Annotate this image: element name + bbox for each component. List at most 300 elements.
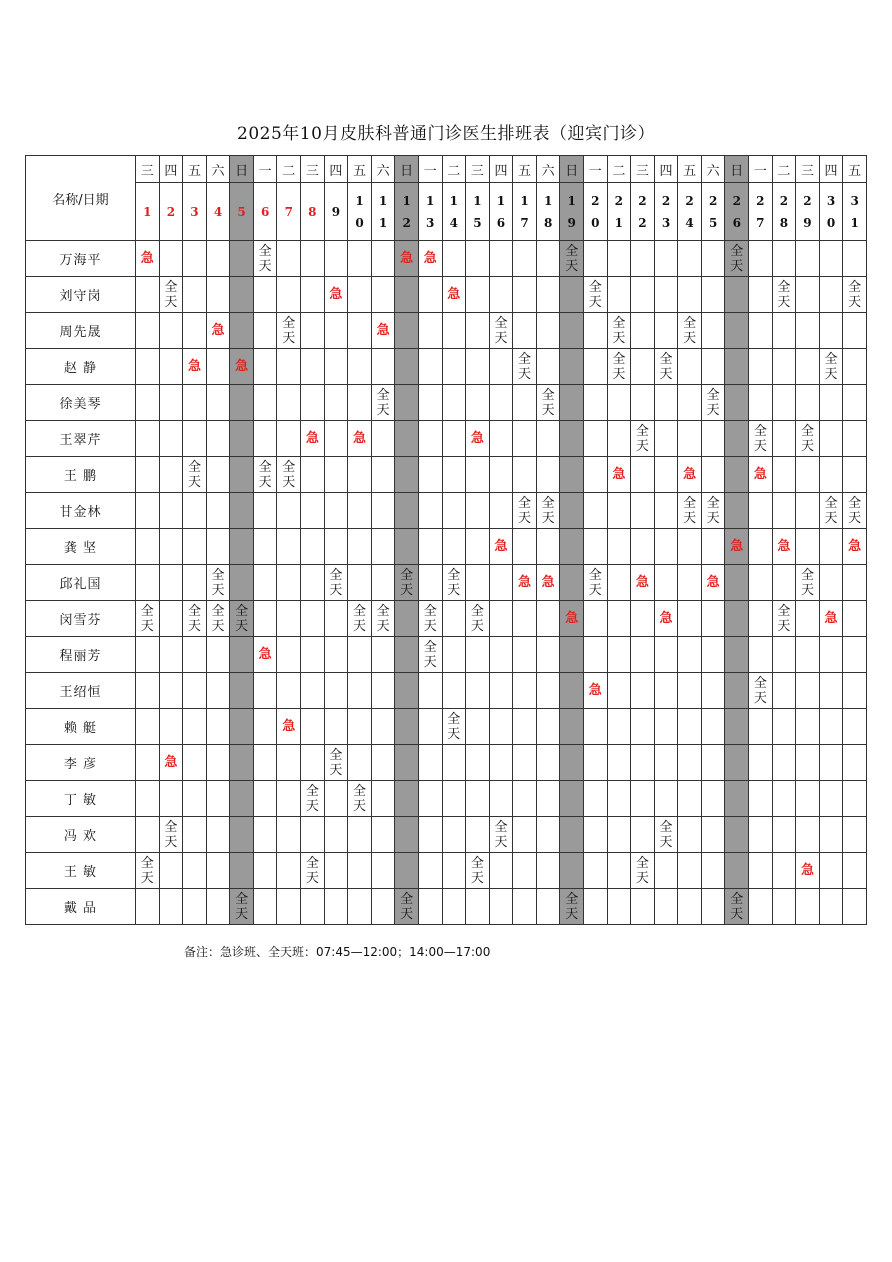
doctor-row	[26, 349, 867, 385]
shift-cell	[489, 709, 513, 745]
shift-cell	[843, 457, 867, 493]
full-day-shift: 全 天	[352, 783, 366, 814]
shift-cell	[843, 277, 867, 313]
shift-cell	[395, 493, 419, 529]
shift-cell	[395, 745, 419, 781]
shift-cell	[206, 781, 230, 817]
shift-cell	[159, 313, 183, 349]
shift-cell	[678, 637, 702, 673]
shift-cell	[277, 673, 301, 709]
shift-cell	[654, 421, 678, 457]
shift-cell	[418, 421, 442, 457]
shift-cell	[749, 781, 773, 817]
shift-cell	[371, 313, 395, 349]
weekday-9: 四	[324, 156, 348, 183]
full-day-shift: 全 天	[423, 603, 437, 634]
shift-cell	[418, 313, 442, 349]
shift-cell	[607, 277, 631, 313]
shift-cell	[395, 349, 419, 385]
shift-cell	[843, 241, 867, 277]
shift-cell	[678, 889, 702, 925]
shift-cell	[183, 241, 207, 277]
weekday-8: 三	[301, 156, 325, 183]
date-19: 1 9	[560, 183, 584, 241]
doctor-name: 邱礼国	[26, 565, 136, 601]
shift-cell	[136, 349, 160, 385]
shift-cell	[301, 385, 325, 421]
full-day-shift: 全 天	[352, 603, 366, 634]
shift-cell	[442, 565, 466, 601]
full-day-shift: 全 天	[140, 603, 154, 634]
full-day-shift: 全 天	[164, 819, 178, 850]
shift-cell	[466, 385, 490, 421]
shift-cell	[843, 529, 867, 565]
shift-cell	[324, 385, 348, 421]
shift-cell	[418, 565, 442, 601]
shift-cell	[772, 529, 796, 565]
shift-cell	[466, 241, 490, 277]
shift-cell	[348, 349, 372, 385]
emergency-shift: 急	[187, 359, 201, 374]
full-day-shift: 全 天	[494, 315, 508, 346]
shift-cell	[159, 745, 183, 781]
shift-cell	[301, 493, 325, 529]
shift-cell	[749, 709, 773, 745]
weekday-25: 六	[701, 156, 725, 183]
date-31: 3 1	[843, 183, 867, 241]
date-1: 1	[136, 183, 160, 241]
shift-cell	[725, 781, 749, 817]
shift-cell	[513, 241, 537, 277]
shift-cell	[819, 349, 843, 385]
weekday-24: 五	[678, 156, 702, 183]
shift-cell	[560, 565, 584, 601]
shift-cell	[206, 241, 230, 277]
shift-cell	[654, 889, 678, 925]
shift-cell	[631, 241, 655, 277]
doctor-row	[26, 277, 867, 313]
shift-cell	[301, 241, 325, 277]
shift-cell	[513, 853, 537, 889]
doctor-row	[26, 745, 867, 781]
full-day-shift: 全 天	[800, 567, 814, 598]
full-day-shift: 全 天	[423, 639, 437, 670]
shift-cell	[725, 889, 749, 925]
shift-cell	[183, 601, 207, 637]
shift-cell	[796, 529, 820, 565]
shift-cell	[536, 673, 560, 709]
shift-cell	[183, 889, 207, 925]
shift-cell	[253, 817, 277, 853]
shift-cell	[159, 601, 183, 637]
shift-cell	[442, 349, 466, 385]
shift-cell	[678, 709, 702, 745]
shift-cell	[819, 637, 843, 673]
shift-cell	[395, 385, 419, 421]
shift-cell	[324, 565, 348, 601]
shift-cell	[371, 493, 395, 529]
shift-cell	[843, 817, 867, 853]
shift-cell	[418, 673, 442, 709]
shift-cell	[796, 241, 820, 277]
shift-cell	[536, 349, 560, 385]
shift-cell	[442, 241, 466, 277]
shift-cell	[536, 781, 560, 817]
shift-cell	[301, 817, 325, 853]
full-day-shift: 全 天	[329, 567, 343, 598]
full-day-shift: 全 天	[706, 495, 720, 526]
shift-cell	[348, 241, 372, 277]
shift-cell	[749, 349, 773, 385]
shift-cell	[206, 889, 230, 925]
shift-cell	[230, 313, 254, 349]
full-day-shift: 全 天	[400, 567, 414, 598]
date-27: 2 7	[749, 183, 773, 241]
shift-cell	[631, 565, 655, 601]
shift-cell	[583, 745, 607, 781]
date-header-row	[26, 183, 867, 241]
shift-cell	[253, 889, 277, 925]
shift-cell	[725, 745, 749, 781]
doctor-row	[26, 385, 867, 421]
shift-cell	[277, 313, 301, 349]
shift-cell	[843, 493, 867, 529]
date-4: 4	[206, 183, 230, 241]
shift-cell	[513, 745, 537, 781]
shift-cell	[749, 745, 773, 781]
shift-cell	[631, 457, 655, 493]
shift-cell	[560, 889, 584, 925]
shift-cell	[183, 313, 207, 349]
shift-cell	[324, 601, 348, 637]
doctor-name: 王翠芹	[26, 421, 136, 457]
shift-cell	[136, 529, 160, 565]
full-day-shift: 全 天	[494, 819, 508, 850]
shift-cell	[230, 385, 254, 421]
date-18: 1 8	[536, 183, 560, 241]
weekday-14: 二	[442, 156, 466, 183]
doctor-name: 闵雪芬	[26, 601, 136, 637]
doctor-name: 赵 静	[26, 349, 136, 385]
shift-cell	[136, 601, 160, 637]
full-day-shift: 全 天	[187, 603, 201, 634]
shift-cell	[536, 493, 560, 529]
full-day-shift: 全 天	[187, 459, 201, 490]
shift-cell	[371, 745, 395, 781]
shift-cell	[371, 889, 395, 925]
shift-cell	[371, 637, 395, 673]
date-21: 2 1	[607, 183, 631, 241]
shift-cell	[843, 601, 867, 637]
shift-cell	[418, 853, 442, 889]
doctor-row	[26, 637, 867, 673]
full-day-shift: 全 天	[753, 675, 767, 706]
shift-cell	[371, 709, 395, 745]
shift-cell	[560, 781, 584, 817]
weekday-27: 一	[749, 156, 773, 183]
shift-cell	[560, 313, 584, 349]
shift-cell	[442, 709, 466, 745]
shift-cell	[348, 313, 372, 349]
shift-cell	[749, 241, 773, 277]
shift-cell	[395, 637, 419, 673]
full-day-shift: 全 天	[824, 351, 838, 382]
shift-cell	[230, 817, 254, 853]
full-day-shift: 全 天	[588, 567, 602, 598]
emergency-shift: 急	[211, 323, 225, 338]
shift-cell	[843, 421, 867, 457]
shift-cell	[607, 817, 631, 853]
shift-cell	[654, 709, 678, 745]
shift-cell	[277, 493, 301, 529]
shift-cell	[159, 457, 183, 493]
shift-cell	[678, 277, 702, 313]
shift-cell	[489, 349, 513, 385]
shift-cell	[301, 565, 325, 601]
shift-cell	[418, 637, 442, 673]
shift-cell	[819, 565, 843, 601]
full-day-shift: 全 天	[447, 711, 461, 742]
shift-cell	[136, 565, 160, 601]
shift-cell	[513, 313, 537, 349]
shift-cell	[701, 637, 725, 673]
shift-cell	[395, 781, 419, 817]
shift-cell	[230, 745, 254, 781]
shift-cell	[466, 853, 490, 889]
shift-cell	[560, 421, 584, 457]
shift-cell	[583, 565, 607, 601]
shift-cell	[489, 277, 513, 313]
shift-cell	[772, 277, 796, 313]
shift-cell	[654, 745, 678, 781]
shift-cell	[277, 457, 301, 493]
shift-cell	[348, 457, 372, 493]
shift-cell	[395, 673, 419, 709]
shift-cell	[819, 709, 843, 745]
shift-cell	[678, 745, 702, 781]
shift-cell	[348, 421, 372, 457]
shift-cell	[159, 277, 183, 313]
shift-cell	[796, 817, 820, 853]
emergency-shift: 急	[824, 611, 838, 626]
shift-cell	[206, 673, 230, 709]
shift-cell	[442, 421, 466, 457]
shift-cell	[819, 313, 843, 349]
date-25: 2 5	[701, 183, 725, 241]
shift-cell	[772, 241, 796, 277]
shift-cell	[701, 565, 725, 601]
shift-cell	[159, 529, 183, 565]
full-day-shift: 全 天	[376, 603, 390, 634]
shift-cell	[843, 709, 867, 745]
shift-cell	[371, 277, 395, 313]
doctor-name: 丁 敏	[26, 781, 136, 817]
shift-cell	[324, 853, 348, 889]
date-22: 2 2	[631, 183, 655, 241]
shift-cell	[395, 529, 419, 565]
shift-cell	[301, 853, 325, 889]
full-day-shift: 全 天	[400, 891, 414, 922]
doctor-row	[26, 673, 867, 709]
date-20: 2 0	[583, 183, 607, 241]
shift-cell	[843, 781, 867, 817]
shift-cell	[183, 493, 207, 529]
shift-cell	[536, 457, 560, 493]
shift-cell	[348, 673, 372, 709]
date-12: 1 2	[395, 183, 419, 241]
weekday-3: 五	[183, 156, 207, 183]
doctor-name: 王 鹏	[26, 457, 136, 493]
shift-cell	[183, 277, 207, 313]
emergency-shift: 急	[494, 539, 508, 554]
shift-cell	[843, 745, 867, 781]
weekday-29: 三	[796, 156, 820, 183]
shift-cell	[843, 889, 867, 925]
date-14: 1 4	[442, 183, 466, 241]
shift-cell	[301, 349, 325, 385]
weekday-12: 日	[395, 156, 419, 183]
shift-cell	[725, 709, 749, 745]
shift-cell	[442, 889, 466, 925]
doctor-name: 周先晟	[26, 313, 136, 349]
full-day-shift: 全 天	[730, 891, 744, 922]
shift-cell	[466, 421, 490, 457]
shift-cell	[513, 817, 537, 853]
shift-cell	[772, 493, 796, 529]
shift-cell	[183, 745, 207, 781]
shift-cell	[489, 745, 513, 781]
shift-cell	[513, 457, 537, 493]
shift-cell	[560, 529, 584, 565]
shift-cell	[819, 673, 843, 709]
shift-cell	[371, 817, 395, 853]
shift-cell	[725, 565, 749, 601]
shift-cell	[466, 745, 490, 781]
doctor-row	[26, 241, 867, 277]
shift-cell	[442, 853, 466, 889]
shift-cell	[395, 241, 419, 277]
shift-cell	[466, 529, 490, 565]
shift-cell	[796, 889, 820, 925]
shift-cell	[749, 673, 773, 709]
shift-cell	[136, 709, 160, 745]
shift-cell	[749, 277, 773, 313]
full-day-shift: 全 天	[753, 423, 767, 454]
shift-cell	[348, 889, 372, 925]
full-day-shift: 全 天	[235, 891, 249, 922]
shift-cell	[466, 277, 490, 313]
shift-cell	[489, 457, 513, 493]
shift-cell	[206, 853, 230, 889]
shift-cell	[253, 601, 277, 637]
shift-cell	[701, 817, 725, 853]
shift-cell	[796, 745, 820, 781]
weekday-10: 五	[348, 156, 372, 183]
shift-cell	[253, 421, 277, 457]
emergency-shift: 急	[140, 251, 154, 266]
shift-cell	[159, 673, 183, 709]
shift-cell	[819, 745, 843, 781]
shift-cell	[253, 709, 277, 745]
shift-cell	[583, 889, 607, 925]
shift-cell	[583, 241, 607, 277]
shift-cell	[701, 601, 725, 637]
shift-cell	[442, 637, 466, 673]
shift-cell	[348, 853, 372, 889]
shift-cell	[678, 601, 702, 637]
emergency-shift: 急	[588, 683, 602, 698]
shift-cell	[560, 853, 584, 889]
full-day-shift: 全 天	[235, 603, 249, 634]
doctor-row	[26, 601, 867, 637]
emergency-shift: 急	[376, 323, 390, 338]
shift-cell	[348, 817, 372, 853]
shift-cell	[678, 853, 702, 889]
full-day-shift: 全 天	[730, 243, 744, 274]
emergency-shift: 急	[164, 755, 178, 770]
full-day-shift: 全 天	[824, 495, 838, 526]
shift-cell	[277, 817, 301, 853]
shift-cell	[607, 421, 631, 457]
shift-cell	[277, 565, 301, 601]
shift-cell	[136, 817, 160, 853]
shift-cell	[560, 745, 584, 781]
full-day-shift: 全 天	[211, 603, 225, 634]
doctor-row	[26, 709, 867, 745]
shift-cell	[324, 529, 348, 565]
shift-cell	[466, 565, 490, 601]
weekday-20: 一	[583, 156, 607, 183]
shift-cell	[631, 493, 655, 529]
shift-cell	[631, 781, 655, 817]
shift-cell	[136, 385, 160, 421]
emergency-shift: 急	[305, 431, 319, 446]
full-day-shift: 全 天	[258, 243, 272, 274]
weekday-21: 二	[607, 156, 631, 183]
shift-cell	[159, 493, 183, 529]
shift-cell	[701, 349, 725, 385]
shift-cell	[678, 313, 702, 349]
shift-cell	[536, 745, 560, 781]
shift-cell	[489, 601, 513, 637]
shift-cell	[230, 277, 254, 313]
shift-cell	[583, 817, 607, 853]
emergency-shift: 急	[518, 575, 532, 590]
shift-cell	[583, 637, 607, 673]
shift-cell	[796, 349, 820, 385]
shift-cell	[654, 385, 678, 421]
doctor-row	[26, 781, 867, 817]
weekday-4: 六	[206, 156, 230, 183]
shift-cell	[536, 709, 560, 745]
shift-cell	[701, 673, 725, 709]
shift-cell	[418, 781, 442, 817]
shift-cell	[136, 889, 160, 925]
shift-cell	[253, 853, 277, 889]
shift-cell	[654, 817, 678, 853]
shift-cell	[654, 349, 678, 385]
shift-cell	[701, 853, 725, 889]
shift-cell	[701, 709, 725, 745]
shift-cell	[536, 313, 560, 349]
weekday-18: 六	[536, 156, 560, 183]
shift-cell	[631, 637, 655, 673]
doctor-name: 程丽芳	[26, 637, 136, 673]
shift-cell	[843, 565, 867, 601]
weekday-2: 四	[159, 156, 183, 183]
shift-cell	[536, 817, 560, 853]
shift-cell	[819, 493, 843, 529]
